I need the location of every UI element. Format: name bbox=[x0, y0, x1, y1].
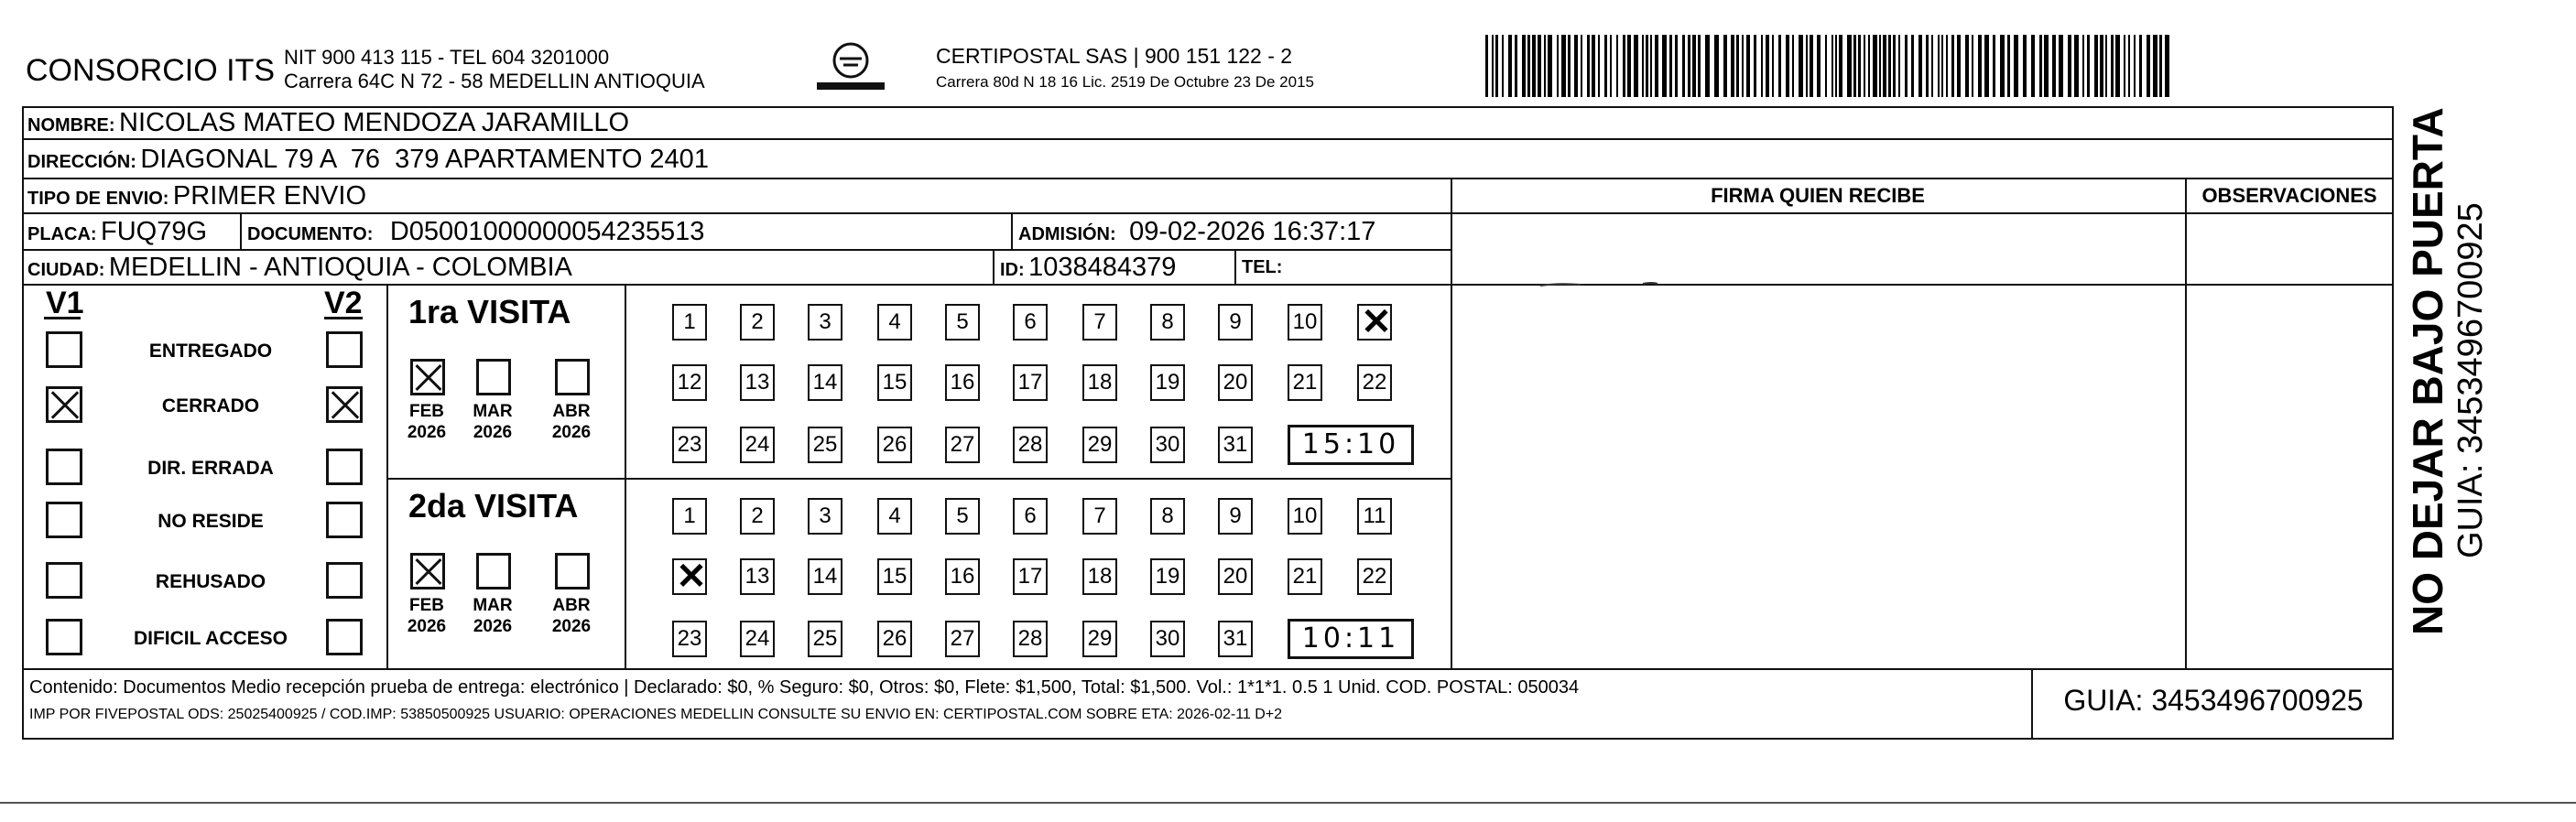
barcode-bar bbox=[1799, 35, 1803, 97]
barcode-bar bbox=[2165, 35, 2169, 97]
barcode-bar bbox=[2134, 35, 2136, 97]
barcode-bar bbox=[1898, 35, 1900, 97]
barcode-bar bbox=[2159, 35, 2162, 97]
barcode-bar bbox=[2139, 35, 2142, 97]
barcode-bar bbox=[1951, 35, 1954, 97]
barcode-bar bbox=[1938, 35, 1940, 97]
barcode-bar bbox=[1972, 35, 1973, 97]
barcode-bar bbox=[1817, 35, 1821, 97]
day-box[interactable]: 1 bbox=[672, 304, 707, 341]
guia-box: GUIA: 3453496700925 bbox=[2063, 684, 2364, 717]
barcode-bar bbox=[1705, 35, 1710, 97]
month-label bbox=[469, 401, 516, 443]
barcode-bar bbox=[1746, 35, 1750, 97]
day-box[interactable]: 22 bbox=[1357, 558, 1392, 595]
barcode-bar bbox=[1527, 35, 1530, 97]
carrier-address: Carrera 80d N 18 16 Lic. 2519 De Octubre 23 De 2015 bbox=[936, 73, 1314, 91]
barcode-bar bbox=[1538, 35, 1541, 97]
barcode-bar bbox=[2044, 35, 2049, 97]
month-year: 2026 bbox=[551, 423, 592, 442]
day-box[interactable]: 5 bbox=[945, 498, 980, 535]
day-box[interactable]: 13 bbox=[740, 558, 775, 595]
barcode-bar bbox=[1858, 35, 1861, 97]
barcode-bar bbox=[1662, 35, 1667, 97]
barcode-bar bbox=[1508, 35, 1512, 97]
month-label bbox=[548, 595, 595, 637]
v2-label: V2 bbox=[324, 286, 363, 320]
plate-value: FUQ79G bbox=[101, 217, 208, 246]
side-guia: GUIA: 3453496700925 bbox=[2451, 202, 2490, 558]
day-box[interactable]: 19 bbox=[1150, 558, 1185, 595]
day-box[interactable]: 7 bbox=[1082, 498, 1117, 535]
day-box[interactable]: 4 bbox=[877, 498, 912, 535]
day-box[interactable] bbox=[672, 558, 707, 595]
day-box[interactable]: 3 bbox=[808, 304, 842, 341]
barcode-bar bbox=[1650, 35, 1652, 97]
day-box[interactable]: 30 bbox=[1150, 427, 1185, 463]
month-year: 2026 bbox=[551, 617, 592, 636]
barcode-bar bbox=[1864, 35, 1865, 97]
day-box[interactable]: 21 bbox=[1288, 364, 1322, 401]
month-name: FEB bbox=[409, 596, 444, 615]
barcode-bar bbox=[1965, 35, 1969, 97]
barcode-bar bbox=[1931, 35, 1933, 97]
barcode-bar bbox=[1568, 35, 1571, 97]
barcode-bar bbox=[1761, 35, 1763, 97]
barcode-bar bbox=[1592, 35, 1595, 97]
day-box[interactable]: 17 bbox=[1013, 364, 1048, 401]
day-box[interactable]: 12 bbox=[672, 364, 707, 401]
status-v1-checkbox[interactable] bbox=[46, 386, 82, 423]
day-box[interactable]: 10 bbox=[1288, 304, 1322, 341]
admission-label: ADMISIÓN: bbox=[1018, 224, 1116, 244]
barcode-bar bbox=[2014, 35, 2018, 97]
day-box[interactable]: 26 bbox=[877, 427, 912, 463]
month-name: FEB bbox=[409, 402, 444, 421]
barcode-bar bbox=[1957, 35, 1961, 97]
day-box[interactable]: 15 bbox=[877, 364, 912, 401]
barcode-bar bbox=[1714, 35, 1719, 97]
day-box[interactable]: 20 bbox=[1218, 364, 1253, 401]
barcode bbox=[1485, 35, 2170, 97]
content-line: Contenido: Documentos Medio recepción prueba de entrega: electrónico | Declarado: $0, % Seguro: $0, Otros: $0, Flete: $1,500, Total: $1,500. Vol.: 1*1*1. 0.5 1 Unid. COD. POSTAL: 050034 bbox=[29, 677, 1580, 698]
barcode-bar bbox=[1502, 35, 1504, 97]
barcode-bar bbox=[1688, 35, 1690, 97]
day-box[interactable]: 29 bbox=[1082, 621, 1117, 657]
barcode-bar bbox=[1835, 35, 1837, 97]
status-v1-checkbox[interactable] bbox=[46, 331, 82, 368]
barcode-bar bbox=[2000, 35, 2005, 97]
carrier-name: CERTIPOSTAL SAS | 900 151 122 - 2 bbox=[936, 44, 1293, 68]
barcode-bar bbox=[1810, 35, 1813, 97]
day-box[interactable]: 25 bbox=[808, 621, 842, 657]
barcode-bar bbox=[1806, 35, 1808, 97]
month-name: ABR bbox=[552, 596, 591, 615]
city-value: MEDELLIN - ANTIOQUIA - COLOMBIA bbox=[108, 253, 572, 282]
certipostal-logo bbox=[813, 40, 888, 97]
barcode-bar bbox=[1669, 35, 1672, 97]
day-box[interactable]: 14 bbox=[808, 558, 842, 595]
barcode-bar bbox=[2124, 35, 2125, 97]
month-name: MAR bbox=[473, 596, 513, 615]
barcode-bar bbox=[1853, 35, 1856, 97]
barcode-bar bbox=[2105, 35, 2107, 97]
barcode-bar bbox=[2059, 35, 2063, 97]
barcode-bar bbox=[1604, 35, 1607, 97]
barcode-bar bbox=[1786, 35, 1789, 97]
status-label: ENTREGADO bbox=[148, 341, 273, 362]
barcode-bar bbox=[1731, 35, 1734, 97]
day-box[interactable]: 18 bbox=[1082, 364, 1117, 401]
barcode-bar bbox=[1868, 35, 1870, 97]
barcode-bar bbox=[1993, 35, 1995, 97]
day-box[interactable]: 26 bbox=[877, 621, 912, 657]
day-box[interactable]: 18 bbox=[1082, 558, 1117, 595]
barcode-bar bbox=[1544, 35, 1546, 97]
barcode-bar bbox=[1616, 35, 1618, 97]
barcode-bar bbox=[1883, 35, 1886, 97]
day-box[interactable]: 22 bbox=[1357, 364, 1392, 401]
barcode-bar bbox=[1522, 35, 1526, 97]
barcode-bar bbox=[1692, 35, 1696, 97]
barcode-bar bbox=[1778, 35, 1781, 97]
barcode-bar bbox=[1847, 35, 1852, 97]
month-checkbox[interactable] bbox=[410, 553, 445, 589]
barcode-bar bbox=[1831, 35, 1833, 97]
barcode-bar bbox=[1698, 35, 1701, 97]
status-label: DIFICIL ACCESO bbox=[133, 628, 288, 649]
barcode-bar bbox=[2147, 35, 2150, 97]
id-value: 1038484379 bbox=[1028, 253, 1177, 282]
company-nit: NIT 900 413 115 - TEL 604 3201000 bbox=[284, 46, 610, 69]
day-box[interactable]: 14 bbox=[808, 364, 842, 401]
day-box[interactable]: 28 bbox=[1013, 427, 1048, 463]
admission-value: 09-02-2026 16:37:17 bbox=[1129, 217, 1376, 246]
status-v1-checkbox[interactable] bbox=[46, 449, 82, 485]
barcode-bar bbox=[1642, 35, 1644, 97]
barcode-bar bbox=[2023, 35, 2027, 97]
day-box[interactable]: 9 bbox=[1218, 498, 1253, 535]
month-label bbox=[469, 595, 516, 637]
day-box[interactable]: 23 bbox=[672, 621, 707, 657]
day-box[interactable]: 19 bbox=[1150, 364, 1185, 401]
status-v2-checkbox[interactable] bbox=[326, 619, 363, 655]
shipping-type: PRIMER ENVIO bbox=[172, 181, 367, 211]
barcode-bar bbox=[1492, 35, 1494, 97]
month-name: ABR bbox=[552, 402, 591, 421]
barcode-bar bbox=[1634, 35, 1638, 97]
barcode-bar bbox=[1627, 35, 1631, 97]
day-box[interactable]: 6 bbox=[1013, 498, 1048, 535]
tel-label: TEL: bbox=[1242, 257, 1283, 277]
day-box[interactable]: 8 bbox=[1150, 304, 1185, 341]
month-year: 2026 bbox=[407, 617, 447, 636]
barcode-bar bbox=[1742, 35, 1744, 97]
month-checkbox[interactable] bbox=[410, 359, 445, 395]
day-box[interactable]: 24 bbox=[740, 427, 775, 463]
status-label: CERRADO bbox=[161, 395, 260, 416]
barcode-bar bbox=[2115, 35, 2120, 97]
barcode-bar bbox=[1766, 35, 1769, 97]
month-checkbox[interactable] bbox=[555, 359, 590, 395]
observations-label: OBSERVACIONES bbox=[2201, 184, 2377, 207]
signature-area bbox=[1452, 214, 2183, 666]
barcode-bar bbox=[2087, 35, 2090, 97]
month-year: 2026 bbox=[473, 617, 513, 636]
barcode-bar bbox=[1946, 35, 1948, 97]
document-value: D05001000000054235513 bbox=[389, 217, 705, 246]
barcode-bar bbox=[1984, 35, 1989, 97]
barcode-bar bbox=[1515, 35, 1517, 97]
day-box[interactable]: 6 bbox=[1013, 304, 1048, 341]
barcode-bar bbox=[1825, 35, 1827, 97]
day-box[interactable]: 10 bbox=[1288, 498, 1322, 535]
barcode-bar bbox=[1682, 35, 1685, 97]
status-label: REHUSADO bbox=[155, 571, 266, 592]
shipping-type-label: TIPO DE ENVIO: bbox=[27, 189, 169, 209]
barcode-bar bbox=[1879, 35, 1881, 97]
status-label: DIR. ERRADA bbox=[147, 458, 274, 479]
barcode-bar bbox=[1646, 35, 1648, 97]
barcode-bar bbox=[2111, 35, 2114, 97]
barcode-bar bbox=[1610, 35, 1612, 97]
month-year: 2026 bbox=[473, 423, 513, 442]
plate-label: PLACA: bbox=[27, 224, 97, 244]
day-box[interactable]: 27 bbox=[945, 427, 980, 463]
status-v1-checkbox[interactable] bbox=[46, 619, 82, 655]
status-v2-checkbox[interactable] bbox=[326, 331, 363, 368]
name-label: NOMBRE: bbox=[27, 115, 115, 135]
month-label bbox=[548, 401, 595, 443]
day-box[interactable]: 23 bbox=[672, 427, 707, 463]
barcode-bar bbox=[1557, 35, 1559, 97]
month-name: MAR bbox=[473, 402, 513, 421]
day-box[interactable]: 20 bbox=[1218, 558, 1253, 595]
month-year: 2026 bbox=[407, 423, 447, 442]
barcode-bar bbox=[2007, 35, 2010, 97]
day-box[interactable]: 3 bbox=[808, 498, 842, 535]
month-checkbox[interactable] bbox=[555, 553, 590, 589]
month-checkbox[interactable] bbox=[476, 359, 511, 395]
day-box[interactable]: 24 bbox=[740, 621, 775, 657]
visit-title: 2da VISITA bbox=[408, 487, 579, 525]
day-box[interactable]: 30 bbox=[1150, 621, 1185, 657]
status-v2-checkbox[interactable] bbox=[326, 502, 363, 538]
barcode-bar bbox=[1495, 35, 1498, 97]
day-box[interactable]: 29 bbox=[1082, 427, 1117, 463]
visit-time: 15:10 bbox=[1288, 425, 1414, 465]
barcode-bar bbox=[1839, 35, 1842, 97]
barcode-bar bbox=[1918, 35, 1922, 97]
barcode-bar bbox=[1675, 35, 1678, 97]
barcode-bar bbox=[2128, 35, 2130, 97]
barcode-bar bbox=[1587, 35, 1590, 97]
barcode-bar bbox=[1754, 35, 1756, 97]
barcode-bar bbox=[1485, 35, 1488, 97]
barcode-bar bbox=[2082, 35, 2084, 97]
day-box[interactable]: 11 bbox=[1357, 498, 1392, 535]
status-v1-checkbox[interactable] bbox=[46, 562, 82, 599]
day-box[interactable]: 28 bbox=[1013, 621, 1048, 657]
status-v2-checkbox[interactable] bbox=[326, 386, 363, 423]
recipient-address: DIAGONAL 79 A 76 379 APARTAMENTO 2401 bbox=[140, 145, 709, 174]
day-box[interactable]: 31 bbox=[1218, 427, 1253, 463]
status-v2-checkbox[interactable] bbox=[326, 449, 363, 485]
id-label: ID: bbox=[1000, 260, 1025, 280]
city-label: CIUDAD: bbox=[27, 260, 105, 280]
barcode-bar bbox=[1655, 35, 1658, 97]
month-label bbox=[403, 595, 451, 637]
visit-title: 1ra VISITA bbox=[408, 293, 571, 330]
day-box[interactable]: 2 bbox=[740, 498, 775, 535]
day-box[interactable]: 1 bbox=[672, 498, 707, 535]
barcode-bar bbox=[1792, 35, 1794, 97]
v1-label: V1 bbox=[46, 286, 84, 320]
barcode-bar bbox=[1941, 35, 1943, 97]
day-box[interactable]: 16 bbox=[945, 558, 980, 595]
company-name: CONSORCIO ITS bbox=[26, 53, 276, 88]
barcode-bar bbox=[1893, 35, 1896, 97]
day-box[interactable]: 31 bbox=[1218, 621, 1253, 657]
barcode-bar bbox=[1911, 35, 1914, 97]
day-box[interactable]: 25 bbox=[808, 427, 842, 463]
signature-label: FIRMA QUIEN RECIBE bbox=[1711, 184, 1925, 207]
barcode-bar bbox=[1623, 35, 1625, 97]
barcode-bar bbox=[2074, 35, 2079, 97]
barcode-bar bbox=[1574, 35, 1578, 97]
barcode-bar bbox=[1598, 35, 1600, 97]
barcode-bar bbox=[2052, 35, 2056, 97]
barcode-bar bbox=[1723, 35, 1727, 97]
company-address: Carrera 64C N 72 - 58 MEDELLIN ANTIOQUIA bbox=[284, 70, 705, 92]
day-box[interactable]: 7 bbox=[1082, 304, 1117, 341]
barcode-bar bbox=[1873, 35, 1877, 97]
day-box[interactable]: 27 bbox=[945, 621, 980, 657]
day-box[interactable]: 9 bbox=[1218, 304, 1253, 341]
visit-time: 10:11 bbox=[1288, 619, 1414, 659]
barcode-bar bbox=[2031, 35, 2035, 97]
barcode-bar bbox=[2039, 35, 2042, 97]
status-v1-checkbox[interactable] bbox=[46, 502, 82, 538]
day-box[interactable]: 8 bbox=[1150, 498, 1185, 535]
imp-line: IMP POR FIVEPOSTAL ODS: 25025400925 / COD.IMP: 53850500925 USUARIO: OPERACIONES MEDELLIN CONSULTE SU ENVIO EN: CERTIPOSTAL.COM SOBRE ETA: 2026-02-11 D+2 bbox=[29, 707, 1283, 722]
day-box[interactable]: 17 bbox=[1013, 558, 1048, 595]
month-label bbox=[403, 401, 451, 443]
barcode-bar bbox=[1532, 35, 1536, 97]
barcode-bar bbox=[1548, 35, 1552, 97]
status-v2-checkbox[interactable] bbox=[326, 562, 363, 599]
barcode-bar bbox=[2094, 35, 2098, 97]
day-box[interactable]: 4 bbox=[877, 304, 912, 341]
day-box[interactable]: 21 bbox=[1288, 558, 1322, 595]
barcode-bar bbox=[1926, 35, 1929, 97]
address-label: DIRECCIÓN: bbox=[27, 152, 136, 172]
day-box[interactable] bbox=[1357, 304, 1392, 341]
barcode-bar bbox=[1736, 35, 1739, 97]
barcode-bar bbox=[1772, 35, 1774, 97]
recipient-name: NICOLAS MATEO MENDOZA JARAMILLO bbox=[119, 108, 630, 137]
day-box[interactable]: 13 bbox=[740, 364, 775, 401]
barcode-bar bbox=[1905, 35, 1908, 97]
barcode-bar bbox=[1581, 35, 1582, 97]
barcode-bar bbox=[1978, 35, 1982, 97]
day-box[interactable]: 2 bbox=[740, 304, 775, 341]
barcode-bar bbox=[1561, 35, 1566, 97]
day-box[interactable]: 5 bbox=[945, 304, 980, 341]
barcode-bar bbox=[1888, 35, 1891, 97]
barcode-bar bbox=[2068, 35, 2071, 97]
day-box[interactable]: 15 bbox=[877, 558, 912, 595]
barcode-bar bbox=[2153, 35, 2158, 97]
barcode-bar bbox=[2100, 35, 2103, 97]
status-label: NO RESIDE bbox=[158, 511, 264, 532]
day-box[interactable]: 16 bbox=[945, 364, 980, 401]
side-warning: NO DEJAR BAJO PUERTA bbox=[2404, 107, 2451, 635]
month-checkbox[interactable] bbox=[476, 553, 511, 589]
document-label: DOCUMENTO: bbox=[247, 224, 374, 244]
